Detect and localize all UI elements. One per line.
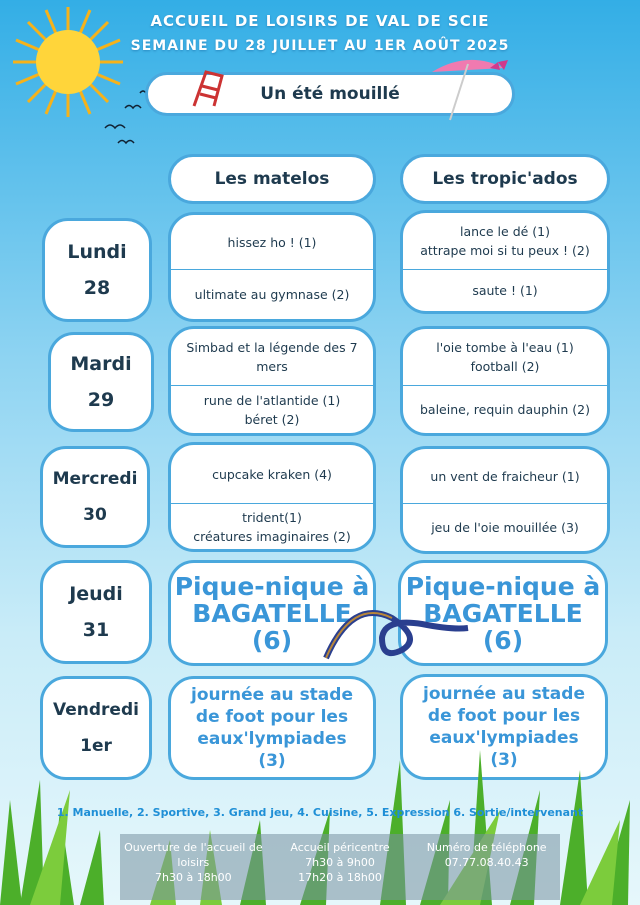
- day-name: Vendredi: [53, 700, 139, 720]
- footer-opening-hours: Ouverture de l'accueil de loisirs 7h30 à 18h00: [124, 841, 263, 884]
- activity-card: [400, 446, 610, 554]
- activity-card: [168, 442, 376, 552]
- activity: jeu de l'oie mouillée (3): [431, 520, 579, 535]
- activity: hissez ho ! (1): [227, 234, 317, 250]
- day-name: Mercredi: [52, 469, 138, 489]
- theme-text: Un été mouillé: [260, 84, 400, 104]
- activity: Simbad et la légende des 7 mers: [186, 340, 358, 374]
- rollercoaster-icon: [322, 588, 472, 668]
- activity: journée au stade de foot pour les eaux'lympiades (3): [423, 684, 585, 770]
- group-left-label: Les matelos: [214, 169, 330, 189]
- group-right-label: Les tropic'ados: [432, 169, 578, 189]
- header-title: ACCUEIL DE LOISIRS DE VAL DE SCIE: [150, 12, 490, 30]
- activity: rune de l'atlantide (1) béret (2): [203, 392, 341, 427]
- day-name: Lundi: [67, 241, 127, 263]
- day-number: 28: [83, 277, 111, 299]
- footer-pericentre: Accueil péricentre 7h30 à 9h00 17h20 à 18h00: [290, 841, 390, 884]
- day-mercredi: [40, 446, 150, 548]
- activity-card: [168, 326, 376, 436]
- day-name: Jeudi: [69, 583, 123, 605]
- activity: lance le dé (1) attrape moi si tu peux ! (2): [420, 224, 590, 258]
- activity: l'oie tombe à l'eau (1) football (2): [436, 340, 574, 374]
- activity: cupcake kraken (4): [212, 466, 332, 482]
- day-number: 29: [87, 389, 115, 411]
- activity: Pique-nique à BAGATELLE (6): [174, 571, 370, 655]
- activity-card: [168, 212, 376, 322]
- day-name: Mardi: [70, 353, 132, 375]
- deckchair-icon: [188, 66, 232, 110]
- group-header-left: [168, 154, 376, 204]
- activity: Pique-nique à BAGATELLE (6): [405, 571, 601, 655]
- day-lundi: [42, 218, 152, 322]
- activity: baleine, requin dauphin (2): [419, 402, 591, 417]
- group-header-right: [400, 154, 610, 204]
- activity: journée au stade de foot pour les eaux'lympiades (3): [191, 685, 353, 771]
- day-number: 30: [83, 505, 107, 525]
- activity-card: [400, 210, 610, 314]
- day-number: 1er: [80, 736, 112, 756]
- activity: saute ! (1): [472, 283, 538, 298]
- activity: un vent de fraicheur (1): [430, 468, 580, 484]
- footer-phone: Numéro de téléphone 07.77.08.40.43: [426, 841, 547, 869]
- header-subtitle: SEMAINE DU 28 JUILLET AU 1ER AOÛT 2025: [130, 38, 510, 54]
- legend: 1. Manuelle, 2. Sportive, 3. Grand jeu, 4. Cuisine, 5. Expression 6. Sortie/intervenant: [56, 806, 584, 819]
- day-jeudi: [40, 560, 152, 664]
- activity: ultimate au gymnase (2): [194, 287, 350, 302]
- footer-info: [120, 834, 560, 900]
- activity-card: [400, 326, 610, 436]
- activity: trident(1) créatures imaginaires (2): [193, 509, 351, 544]
- day-number: 31: [82, 619, 110, 641]
- umbrella-icon: [428, 54, 518, 122]
- day-mardi: [48, 332, 154, 432]
